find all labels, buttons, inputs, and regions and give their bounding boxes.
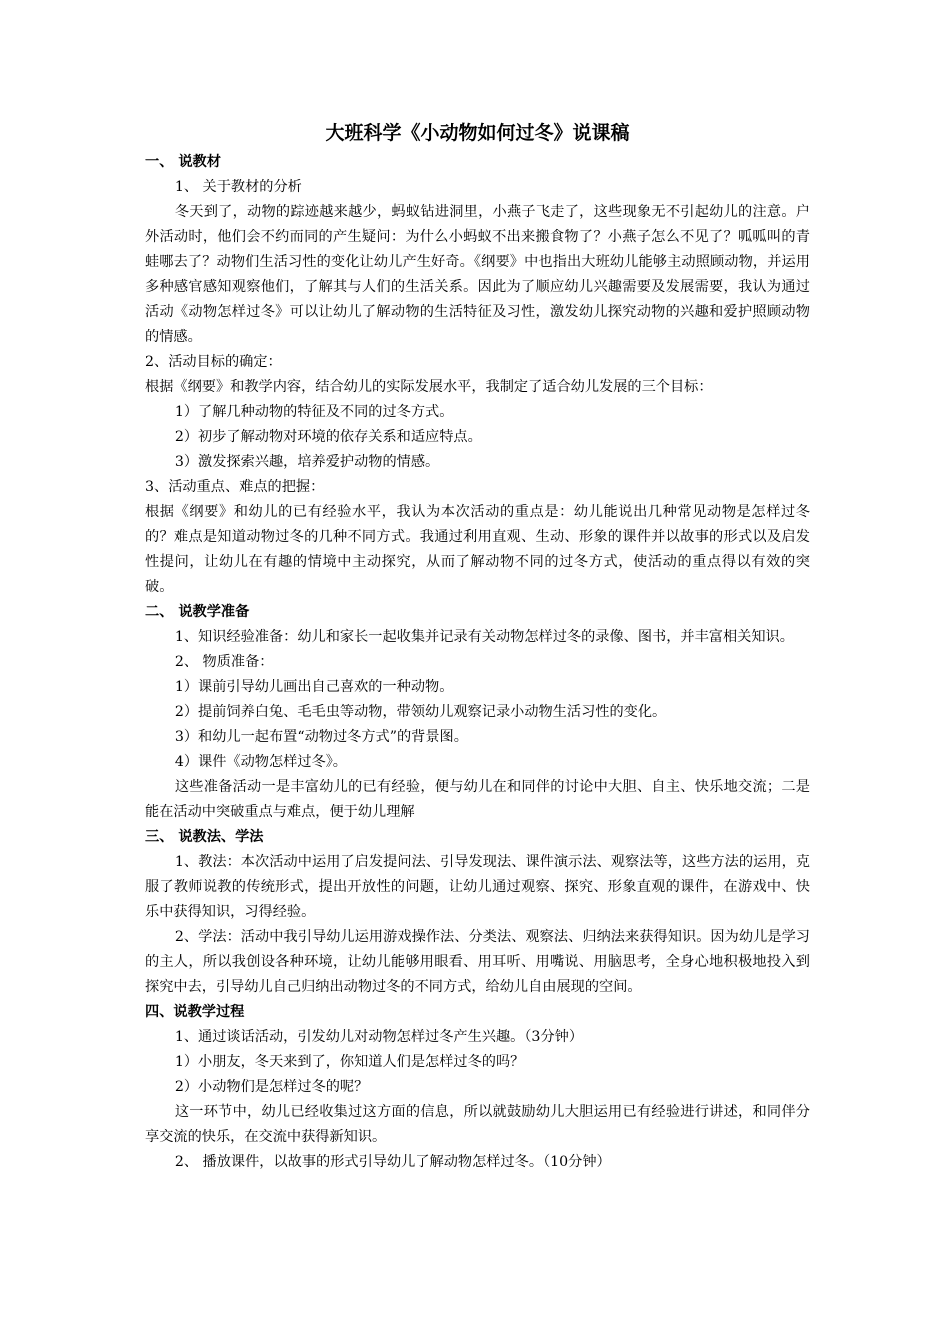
paragraph-knowledge-preparation: 1、知识经验准备：幼儿和家长一起收集并记录有关动物怎样过冬的录像、图书，并丰富相关知识。 [174,629,794,645]
paragraph-activity-goals: 根据《纲要》和教学内容，结合幼儿的实际发展水平，我制定了适合幼儿发展的三个目标： [145,379,713,395]
paragraph-key-points: 根据《纲要》和幼儿的已有经验水平，我认为本次活动的重点是：幼儿能说出几种常见动物是怎样过冬的？难点是知道动物过冬的几种不同方式。我通过利用直观、生动、形象的课件并以故事的形式以及启发性提问，让幼儿在有趣的情境中主动探究，从而了解动物不同的过冬方式，使活动的重点得以有效的突破。 [145,504,810,595]
section-heading-teaching-material: 一、 说教材 [145,154,221,170]
list-item-prep-3: 3）和幼儿一起布置“动物过冬方式”的背景图。 [174,729,468,745]
list-item-goal-1: 1）了解几种动物的特征及不同的过冬方式。 [174,404,454,420]
section-heading-teaching-preparation: 二、 说教学准备 [145,604,250,620]
section-heading-teaching-process: 四、说教学过程 [145,1004,245,1020]
paragraph-process-explanation: 这一环节中，幼儿已经收集过这方面的信息，所以就鼓励幼儿大胆运用已有经验进行讲述，和同伴分享交流的快乐，在交流中获得新知识。 [145,1104,810,1145]
subheading-material-preparation: 2、 物质准备： [174,654,274,670]
process-step-1: 1、通过谈话活动，引发幼儿对动物怎样过冬产生兴趣。（3分钟） [174,1029,584,1045]
document-page [145,118,810,1175]
process-question-2: 2）小动物们是怎样过冬的呢？ [174,1079,369,1095]
list-item-prep-1: 1）课前引导幼儿画出自己喜欢的一种动物。 [174,679,454,695]
list-item-goal-2: 2）初步了解动物对环境的依存关系和适应特点。 [174,429,482,445]
subheading-activity-goals: 2、活动目标的确定： [145,354,282,370]
paragraph-preparation-purpose: 这些准备活动一是丰富幼儿的已有经验，便与幼儿在和同伴的讨论中大胆、自主、快乐地交流；二是能在活动中突破重点与难点，便于幼儿理解 [145,779,810,820]
paragraph-teaching-method: 1、教法：本次活动中运用了启发提问法、引导发现法、课件演示法、观察法等，这些方法的运用，克服了教师说教的传统形式，提出开放性的问题，让幼儿通过观察、探究、形象直观的课件，在游戏中、快乐中获得知识，习得经验。 [145,854,810,920]
list-item-prep-4: 4）课件《动物怎样过冬》。 [174,754,347,770]
process-question-1: 1）小朋友，冬天来到了，你知道人们是怎样过冬的吗？ [174,1054,525,1070]
paragraph-learning-method: 2、学法：活动中我引导幼儿运用游戏操作法、分类法、观察法、归纳法来获得知识。因为幼儿是学习的主人，所以我创设各种环境，让幼儿能够用眼看、用耳听、用嘴说、用脑思考，全身心地积极地投入到探究中去，引导幼儿自己归纳出动物过冬的不同方式，给幼儿自由展现的空间。 [145,929,810,995]
subheading-material-analysis: 1、 关于教材的分析 [174,179,302,195]
subheading-key-points: 3、活动重点、难点的把握： [145,479,325,495]
document-title: 大班科学《小动物如何过冬》说课稿 [325,122,630,144]
list-item-prep-2: 2）提前饲养白兔、毛毛虫等动物，带领幼儿观察记录小动物生活习性的变化。 [174,704,667,720]
paragraph-material-analysis: 冬天到了，动物的踪迹越来越少，蚂蚁钻进洞里，小燕子飞走了，这些现象无不引起幼儿的注意。户外活动时，他们会不约而同的产生疑问：为什么小蚂蚁不出来搬食物了？小燕子怎么不见了？呱呱叫的青蛙哪去了？动物们生活习性的变化让幼儿产生好奇。《纲要》中也指出大班幼儿能够主动照顾动物，并运用多种感官感知观察他们，了解其与人们的生活关系。因此为了顺应幼儿兴趣需要及发展需要，我认为通过活动《动物怎样过冬》可以让幼儿了解动物的生活特征及习性，激发幼儿探究动物的兴趣和爱护照顾动物的情感。 [145,204,810,345]
section-heading-methods: 三、 说教法、学法 [145,829,264,845]
list-item-goal-3: 3）激发探索兴趣，培养爱护动物的情感。 [174,454,440,470]
process-step-2: 2、 播放课件，以故事的形式引导幼儿了解动物怎样过冬。（10分钟） [174,1154,611,1170]
